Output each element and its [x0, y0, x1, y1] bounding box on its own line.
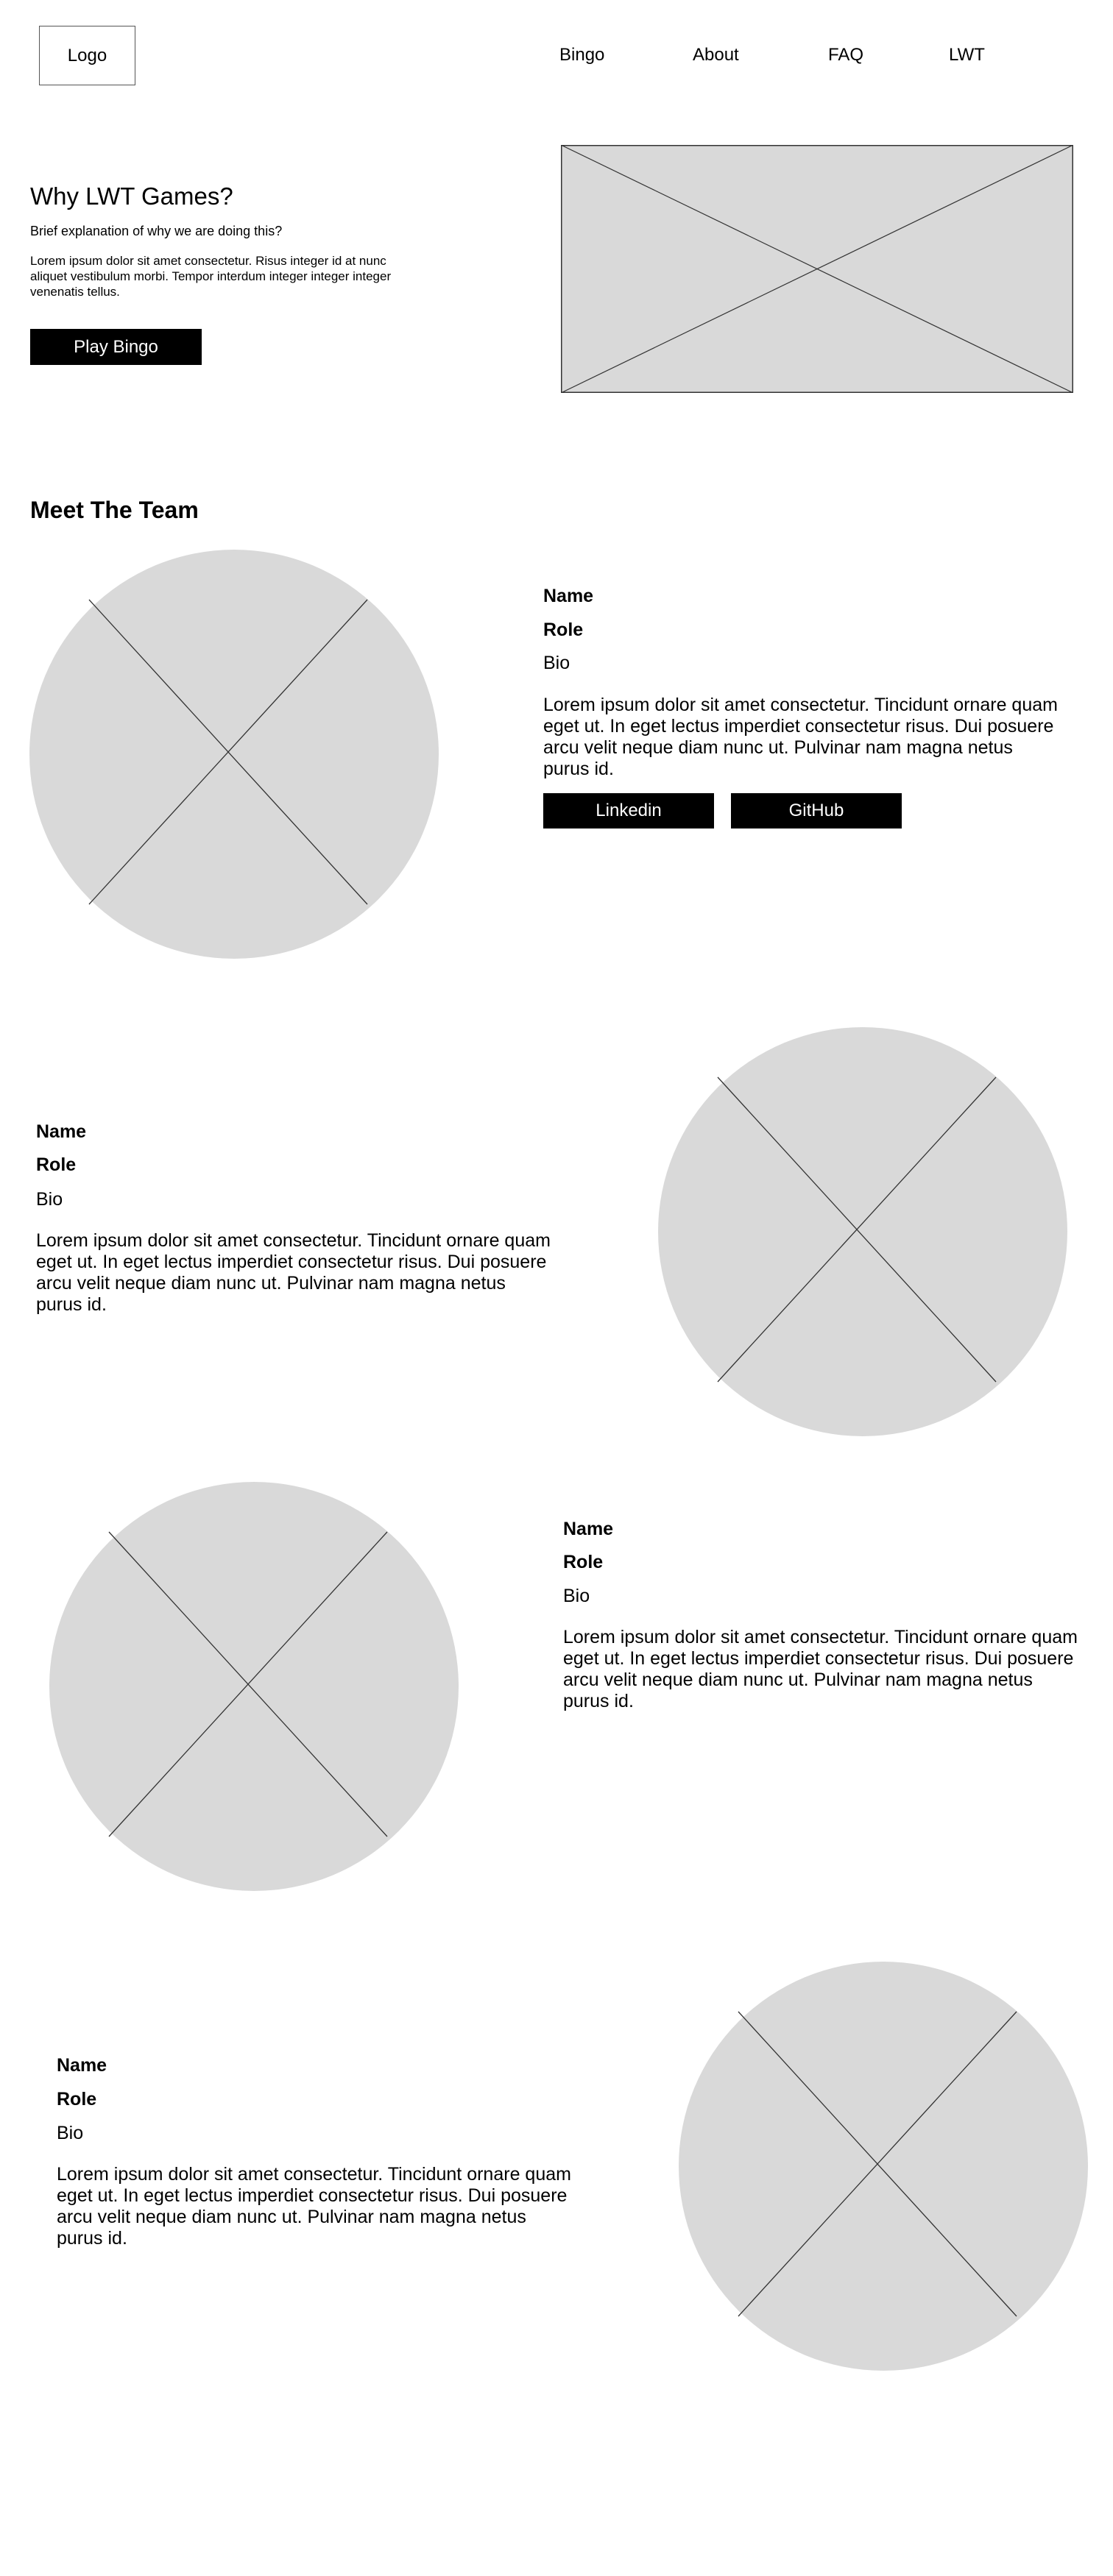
team-member-4-bio: Lorem ipsum dolor sit amet consectetur. Tincidunt ornare quam eget ut. In eget lectus imperdiet consectetur risus. Dui posuere arcu velit neque diam nunc ut. Pulvinar nam magna netus purus id.: [57, 2164, 571, 2249]
linkedin-button-label: Linkedin: [596, 801, 662, 820]
team-member-3-role: Role: [563, 1552, 604, 1572]
team-member-3-bio-label: Bio: [563, 1586, 590, 1606]
team-member-2-bio: Lorem ipsum dolor sit amet consectetur. Tincidunt ornare quam eget ut. In eget lectus imperdiet consectetur risus. Dui posuere arcu velit neque diam nunc ut. Pulvinar nam magna netus purus id.: [36, 1230, 551, 1315]
avatar-placeholder-icon: [49, 1482, 459, 1891]
logo-label: Logo: [67, 45, 107, 65]
play-bingo-button-label: Play Bingo: [74, 336, 158, 357]
image-placeholder-icon: [561, 145, 1073, 393]
avatar-placeholder-icon: [679, 1962, 1088, 2371]
team-member-1-role: Role: [543, 620, 584, 640]
team-member-2-avatar: [658, 1027, 1067, 1436]
team-member-2-role: Role: [36, 1154, 77, 1175]
team-member-1-bio-label: Bio: [543, 653, 570, 673]
hero-body: Lorem ipsum dolor sit amet consectetur. Risus integer id at nunc aliquet vestibulum morbi. Tempor interdum integer integer integer venenatis tellus.: [30, 254, 392, 299]
team-member-3-bio: Lorem ipsum dolor sit amet consectetur. Tincidunt ornare quam eget ut. In eget lectus imperdiet consectetur risus. Dui posuere arcu velit neque diam nunc ut. Pulvinar nam magna netus purus id.: [563, 1627, 1078, 1711]
github-button-label: GitHub: [788, 801, 844, 820]
logo[interactable]: [39, 26, 135, 85]
play-bingo-button[interactable]: [30, 329, 202, 365]
hero-title: Why LWT Games?: [30, 182, 233, 210]
hero-image-placeholder: [561, 145, 1073, 393]
github-button[interactable]: [731, 793, 902, 828]
team-member-1-avatar: [29, 550, 439, 959]
hero-subtitle: Brief explanation of why we are doing this?: [30, 224, 283, 238]
avatar-placeholder-icon: [658, 1027, 1067, 1436]
team-section-title: Meet The Team: [30, 497, 199, 523]
team-member-1-bio: Lorem ipsum dolor sit amet consectetur. Tincidunt ornare quam eget ut. In eget lectus imperdiet consectetur risus. Dui posuere arcu velit neque diam nunc ut. Pulvinar nam magna netus purus id.: [543, 695, 1058, 779]
nav-link-bingo[interactable]: Bingo: [559, 45, 605, 65]
team-member-1-name: Name: [543, 586, 594, 606]
nav-link-faq[interactable]: FAQ: [828, 45, 864, 65]
team-member-2-bio-label: Bio: [36, 1189, 63, 1210]
linkedin-button[interactable]: [543, 793, 714, 828]
team-member-3-name: Name: [563, 1519, 614, 1539]
avatar-placeholder-icon: [29, 550, 439, 959]
nav-link-lwt[interactable]: LWT: [949, 45, 985, 65]
team-member-4-avatar: [679, 1962, 1088, 2371]
team-member-2-name: Name: [36, 1121, 87, 1142]
team-member-3-avatar: [49, 1482, 459, 1891]
team-member-4-name: Name: [57, 2055, 107, 2076]
nav-link-about[interactable]: About: [693, 45, 739, 65]
team-member-4-bio-label: Bio: [57, 2123, 84, 2143]
team-member-4-role: Role: [57, 2089, 97, 2110]
